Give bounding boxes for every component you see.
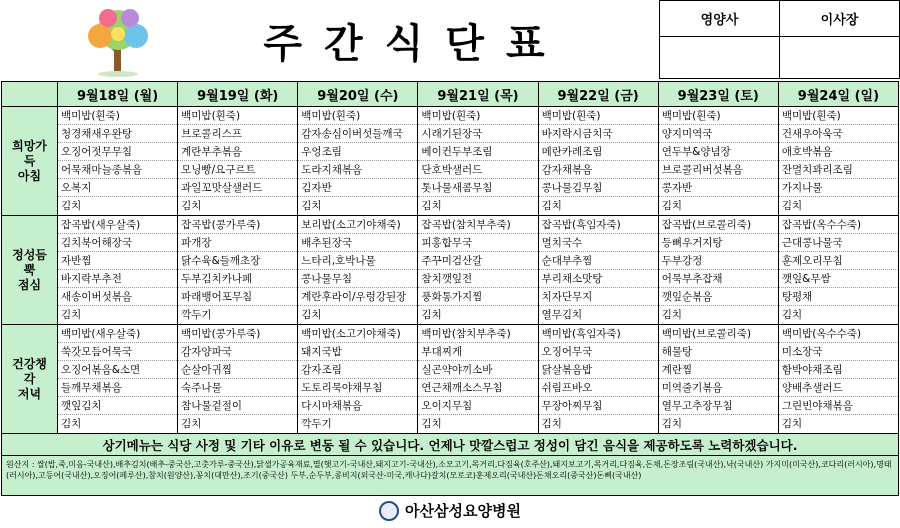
menu-item: 보리밥(소고기야채죽) [298, 216, 417, 234]
director-label: 이사장 [780, 1, 900, 37]
menu-item: 김치 [781, 200, 803, 212]
menu-item: 닭살볶음밥 [539, 361, 658, 379]
menu-cell-lunch [658, 216, 778, 325]
menu-item: 잡곡밥(참치부추죽) [418, 216, 537, 234]
corner-cell [2, 82, 58, 107]
weekly-menu-table [1, 81, 899, 496]
menu-cell-dinner [298, 325, 418, 434]
meal-label-lunch [2, 216, 58, 325]
date-header: 9월21일 (목) [418, 82, 538, 107]
menu-item: 김치 [181, 418, 202, 430]
menu-item: 등뼈우거지탕 [659, 234, 778, 252]
menu-item: 연근채깨소스무침 [418, 379, 537, 397]
meal-label-dinner [2, 325, 58, 434]
menu-item: 두부김치카나페 [178, 270, 297, 288]
tree-logo-icon [78, 6, 158, 78]
menu-item: 청경채새우완탕 [58, 125, 177, 143]
menu-item: 새송이버섯볶음 [58, 288, 177, 306]
meal-label-line: 득 [23, 153, 36, 168]
menu-item: 콩나물김무침 [539, 179, 658, 197]
menu-item: 김치 [421, 418, 442, 430]
menu-item: 백미밥(흰죽) [178, 107, 297, 125]
menu-item: 자반찜 [58, 252, 177, 270]
menu-item: 근대콩나물국 [779, 234, 898, 252]
menu-item: 김치 [61, 418, 82, 430]
menu-item: 모닝빵/요구르트 [178, 161, 297, 179]
menu-item: 돼지국밥 [298, 343, 417, 361]
menu-item: 백미밥(흰죽) [58, 107, 177, 125]
menu-item: 잡곡밥(흑임자죽) [539, 216, 658, 234]
menu-cell-lunch [778, 216, 898, 325]
menu-item: 연두부&양념장 [659, 143, 778, 161]
menu-item: 풍화통가지찜 [418, 288, 537, 306]
meal-label-line: 점심 [17, 277, 42, 292]
menu-item: 김치북어해장국 [58, 234, 177, 252]
header [0, 0, 900, 80]
menu-item: 베이컨두부조림 [418, 143, 537, 161]
menu-cell-lunch [538, 216, 658, 325]
menu-item: 열무김치 [541, 309, 583, 321]
menu-item: 멸치국수 [539, 234, 658, 252]
menu-item: 김치 [61, 309, 82, 321]
menu-cell-breakfast [658, 107, 778, 216]
menu-item: 김치 [541, 418, 562, 430]
nutritionist-label: 영양사 [660, 1, 780, 37]
menu-item: 김치 [61, 200, 82, 212]
menu-item: 어묵부추잡채 [659, 270, 778, 288]
menu-item: 미역줄기볶음 [659, 379, 778, 397]
menu-item: 브로콜리버섯볶음 [659, 161, 778, 179]
menu-item: 김치 [661, 200, 682, 212]
menu-cell-lunch [418, 216, 538, 325]
menu-item: 백미밥(흰죽) [418, 107, 537, 125]
menu-item: 과일꼬맛살샐러드 [178, 179, 297, 197]
menu-item: 쉬림프바오 [539, 379, 658, 397]
origin-row [2, 456, 899, 496]
menu-cell-lunch [298, 216, 418, 325]
menu-item: 브로콜리스프 [178, 125, 297, 143]
menu-cell-dinner [178, 325, 298, 434]
date-header: 9월18일 (월) [58, 82, 178, 107]
menu-item: 양지미역국 [659, 125, 778, 143]
menu-item: 그린빈야채볶음 [779, 397, 898, 415]
meal-row-dinner [2, 325, 899, 434]
menu-item: 감자송심이버섯들깨국 [298, 125, 417, 143]
menu-item: 오이지무침 [418, 397, 537, 415]
menu-item: 순대부추찜 [539, 252, 658, 270]
menu-cell-breakfast [418, 107, 538, 216]
menu-item: 탕평채 [779, 288, 898, 306]
menu-item: 김치 [661, 418, 682, 430]
menu-item: 치자단무지 [539, 288, 658, 306]
menu-item: 열무고추장무침 [659, 397, 778, 415]
hospital-name: 아산삼성요양병원 [405, 502, 521, 520]
menu-item: 우엉조림 [298, 143, 417, 161]
menu-cell-dinner [418, 325, 538, 434]
menu-item: 시래기된장국 [418, 125, 537, 143]
menu-item: 애호박볶음 [779, 143, 898, 161]
menu-item: 백미밥(소고기야채죽) [298, 325, 417, 343]
meal-label-line: 아침 [17, 168, 42, 183]
menu-cell-breakfast [58, 107, 178, 216]
notice-text: 상기메뉴는 식당 사정 및 기타 이유로 변동 될 수 있습니다. 언제나 맛깔스럽고 정성이 담긴 음식을 제공하도록 노력하겠습니다. [2, 434, 899, 456]
menu-cell-breakfast [298, 107, 418, 216]
menu-item: 닭수육&들깨초장 [178, 252, 297, 270]
menu-item: 무장아찌무침 [539, 397, 658, 415]
menu-item: 함박야채조림 [779, 361, 898, 379]
menu-item: 어묵채마늘종볶음 [58, 161, 177, 179]
menu-item: 깻잎&무쌈 [779, 270, 898, 288]
menu-item: 백미밥(새우살죽) [58, 325, 177, 343]
menu-item: 계란찜 [659, 361, 778, 379]
menu-item: 잡곡밥(옥수수죽) [779, 216, 898, 234]
menu-item: 백미밥(흰죽) [298, 107, 417, 125]
menu-item: 백미밥(흰죽) [539, 107, 658, 125]
menu-item: 깍두기 [301, 418, 332, 430]
date-header: 9월24일 (일) [778, 82, 898, 107]
meal-row-lunch [2, 216, 899, 325]
menu-item: 백미밥(흑임자죽) [539, 325, 658, 343]
menu-item: 감자양파국 [178, 343, 297, 361]
menu-item: 쑥갓모듬어묵국 [58, 343, 177, 361]
menu-item: 톳나물새콤무침 [418, 179, 537, 197]
menu-item: 백미밥(참치부추죽) [418, 325, 537, 343]
meal-label-line: 건강챙 [12, 356, 47, 371]
menu-item: 감자조림 [298, 361, 417, 379]
menu-item: 오징어볶음&소면 [58, 361, 177, 379]
menu-item: 파래뱅어포무침 [178, 288, 297, 306]
date-row [2, 82, 899, 107]
menu-cell-dinner [58, 325, 178, 434]
meal-row-breakfast [2, 107, 899, 216]
menu-cell-breakfast [178, 107, 298, 216]
date-header: 9월20일 (수) [298, 82, 418, 107]
page-title: 주간식단표 [263, 21, 567, 67]
menu-item: 바지락부추전 [58, 270, 177, 288]
menu-item: 잡곡밥(브로콜리죽) [659, 216, 778, 234]
menu-item: 김치 [661, 309, 682, 321]
menu-item: 콩나물무침 [298, 270, 417, 288]
menu-item: 메란카레조림 [539, 143, 658, 161]
menu-item: 백미밥(옥수수죽) [779, 325, 898, 343]
menu-item: 김자반 [298, 179, 417, 197]
menu-item: 단호박샐러드 [418, 161, 537, 179]
meal-label-line: 정성듬 [12, 247, 47, 262]
meal-label-line: 각 [23, 371, 36, 386]
menu-item: 부대찌게 [418, 343, 537, 361]
menu-item: 잔멸치꽈리조림 [779, 161, 898, 179]
menu-item: 다시마채볶음 [298, 397, 417, 415]
menu-cell-dinner [538, 325, 658, 434]
menu-item: 김치 [421, 200, 442, 212]
signoff-table [659, 0, 900, 79]
menu-item: 실곤약야끼소바 [418, 361, 537, 379]
menu-item: 잡곡밥(콩가루죽) [178, 216, 297, 234]
menu-item: 참치깻잎전 [418, 270, 537, 288]
menu-item: 김치 [301, 309, 322, 321]
meal-label-line: 희망가 [12, 138, 47, 153]
menu-cell-dinner [778, 325, 898, 434]
menu-cell-lunch [178, 216, 298, 325]
menu-item: 들깨무채볶음 [58, 379, 177, 397]
menu-item: 참나물겉절이 [178, 397, 297, 415]
menu-item: 김치 [541, 200, 562, 212]
menu-item: 도토리묵야채무침 [298, 379, 417, 397]
menu-item: 바지락시금치국 [539, 125, 658, 143]
menu-item: 콩자반 [659, 179, 778, 197]
menu-item: 깻잎김치 [58, 397, 177, 415]
menu-item: 도라지채볶음 [298, 161, 417, 179]
menu-item: 백미밥(콩가루죽) [178, 325, 297, 343]
menu-item: 오복지 [58, 179, 177, 197]
notice-row [2, 434, 899, 456]
menu-item: 백미밥(브로콜리죽) [659, 325, 778, 343]
menu-item: 미소장국 [779, 343, 898, 361]
menu-item: 감자채볶음 [539, 161, 658, 179]
menu-item: 계란후라이/우렁강된장 [298, 288, 417, 306]
menu-item: 깍두기 [181, 309, 212, 321]
menu-item: 백미밥(흰죽) [779, 107, 898, 125]
menu-item: 잡곡밥(새우살죽) [58, 216, 177, 234]
menu-item: 배추된장국 [298, 234, 417, 252]
date-header: 9월22일 (금) [538, 82, 658, 107]
menu-item: 느타리,호박나물 [298, 252, 417, 270]
menu-item: 순살아귀찜 [178, 361, 297, 379]
menu-cell-breakfast [538, 107, 658, 216]
meal-label-line: 저녁 [17, 386, 42, 401]
hospital-logo-icon [379, 501, 399, 521]
date-header: 9월23일 (토) [658, 82, 778, 107]
menu-item: 숙주나물 [178, 379, 297, 397]
meal-label-line: 뿍 [23, 262, 36, 277]
menu-item: 오징어젓무무침 [58, 143, 177, 161]
nutritionist-sign-box [660, 37, 780, 79]
menu-item: 백미밥(흰죽) [659, 107, 778, 125]
menu-item: 파개장 [178, 234, 297, 252]
menu-item: 훈제오리무침 [779, 252, 898, 270]
menu-cell-dinner [658, 325, 778, 434]
date-header: 9월19일 (화) [178, 82, 298, 107]
meal-label-breakfast [2, 107, 58, 216]
menu-item: 건새우아욱국 [779, 125, 898, 143]
footer [0, 496, 900, 526]
menu-item: 가지나물 [779, 179, 898, 197]
menu-item: 피홍합무국 [418, 234, 537, 252]
menu-item: 김치 [301, 200, 322, 212]
director-sign-box [780, 37, 900, 79]
menu-item: 오징어무국 [539, 343, 658, 361]
menu-item: 김치 [781, 418, 803, 430]
menu-cell-breakfast [778, 107, 898, 216]
menu-item: 김치 [781, 309, 803, 321]
menu-item: 김치 [421, 309, 442, 321]
menu-item: 두부강정 [659, 252, 778, 270]
menu-item: 계란부추볶음 [178, 143, 297, 161]
menu-item: 김치 [181, 200, 202, 212]
menu-item: 깻잎순볶음 [659, 288, 778, 306]
menu-item: 주꾸미검산갈 [418, 252, 537, 270]
menu-item: 해물탕 [659, 343, 778, 361]
origin-text: 원산지 : 쌀(밥,죽,미음-국내산),배추김치(배추-중국산,고춧가루-중국산),닭샐가공육재료,멸(햇고기-국내산,돼지고기-국내산),소모고기,목거리,다짐육(호주산),돼지보고기,목거리,다짐육,돈채,돈장조림(국내산),낙(국내산) 가지미(미국산),코다리(러시아),명태(러시아),고등어(국내산),오징어(페루산),참치(원양산),꽁치(대만산),조기(중국산) 두부,순두부,콩비지(외국산-미국,캐나다)갈치(모로코)훈제오리(국내산)돈채오리(중국산)돈뼈(국내산) [2, 456, 899, 496]
menu-item: 양배추샐러드 [779, 379, 898, 397]
menu-item: 부리채소맛탕 [539, 270, 658, 288]
menu-cell-lunch [58, 216, 178, 325]
